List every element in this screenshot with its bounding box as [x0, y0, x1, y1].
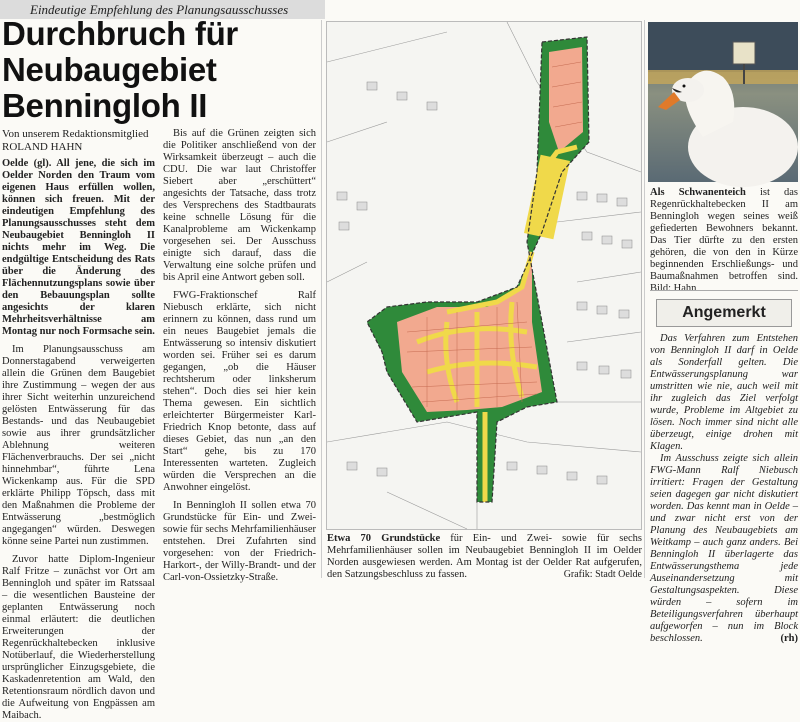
byline-intro: Von unserem Redaktionsmitglied [2, 128, 149, 140]
photo-caption-text: ist das Regenrückhaltebecken II am Benningloh wegen seines weiß gefiederten Bewohners bekannt. Das Tier dürfte zu den ersten gehören, die von den in Kürze beginnenden Erschließungs- und Baumaßnahmen betroffen sind. Bild: Hahn [650, 187, 798, 294]
swan-photo [648, 22, 798, 182]
comment-paragraph-text: Im Ausschuss zeigte sich allein FWG-Mann Ralf Niebusch irritiert: Fragen der Gestaltung seien dagegen gar nicht diskutiert worden. Das kennt man in Oelde – und zwar nicht erst von der Planung des Neubaugebiets am Weitkamp – auch ganz anders. Bei Benningloh II überlagerte das Entwässerungsthema jede Auseinandersetzung mit Gestaltungsaspekten. Diese würden – sofern im Beteiligungsverfahren überhaupt aufgeworfen – nun im Block beschlossen. [650, 453, 798, 644]
column-divider [321, 20, 322, 578]
comment-signature: (rh) [780, 633, 798, 644]
comment-text [650, 333, 798, 645]
map-credit: Grafik: Stadt Oelde [563, 569, 642, 580]
column-divider [644, 20, 645, 578]
map-caption-text: für Ein- und Zwei- sowie für sechs Mehrfamilienhäuser sollen im Neubaugebiet Benningloh II im Oelder Norden ausgewiesen werden. Am Montag ist der Oelder Rat aufgerufen, den Satzungsbeschluss zu fassen. [327, 533, 643, 580]
map-caption-lead: Etwa 70 Grundstücke [327, 533, 441, 544]
photo-caption [650, 187, 798, 295]
kicker: Eindeutige Empfehlung des Planungsausschusses [0, 0, 325, 19]
comment-paragraph: Das Verfahren zum Entstehen von Benningloh II darf in Oelde als Sonderfall gelten. Die Entwässerungsplanung war umstritten wie nie, auch weil mit ihr zugleich das Ziel verfolgt wurde, Probleme im Altgebiet zu lösen. Noch immer sind nicht alle überzeugt, einige drohen mit Klagen. [650, 333, 798, 452]
article-column-1 [2, 158, 155, 721]
map-caption [327, 533, 642, 581]
byline [2, 128, 157, 154]
article-paragraph: Zuvor hatte Diplom-Ingenieur Ralf Fritze – zunächst vor Ort am Benningloh und später im Ratssaal – die wesentlichen Bausteine der geplanten Entwässerung noch einmal erläutert: die deutlichen Erweiterungen der Regenrückhaltebecken inklusive Notüberlauf, die Wiederherstellung ursprünglicher Einzugsgebiete, die Kaskadenretention am Wald, den Retentionsraum nördlich davon und die Aufweitung von Engpässen am Maibach. [2, 554, 155, 721]
article-paragraph: Im Planungsausschuss am Donnerstagabend verweigerten allein die Grünen dem Baugebiet ihre Zustimmung – wegen der aus ihrer Sicht weiterhin unzureichend gelösten Entwässerung für das Bestands- und das Neubaugebiet sowie aus ihrer grundsätzlicher Ablehnung weiteren Flächenverbrauchs. Der sei „nicht hinnehmbar“, führte Lena Wickenkamp aus. Für die SPD erklärte Philipp Töpsch, dass mit den Maßnahmen die Probleme der Entwässerung „bestmöglich angegangen“ würden. Deswegen könne seine Partei nun zustimmen. [2, 344, 155, 547]
article-paragraph: FWG-Fraktionschef Ralf Niebusch erklärte, sich nicht erinnern zu können, dass rund um ein neues Baugebiet jemals die Entwässerung so intensiv diskutiert worden sei. Früher sei es darum gegangen, „ob die Häuser rechtsherum oder linksherum stehen“. Doch dies sei hier kein Thema gewesen. Ein sichtlich erleichterter Bürgermeister Karl-Friedrich Knop betonte, dass auf dieses Gebiet, das nun „an den Start“ gehe, bis zu 170 Interessenten warteten. Zugleich würden die Versprechen an die Anwohner eingelöst. [163, 290, 316, 493]
article-lead: Oelde (gl). All jene, die sich im Oelder Norden den Traum vom eigenen Haus erfüllen wollen, können sich freuen. Mit der eindeutigen Empfehlung des Planungsausschusses steht dem Neubaugebiet Benningloh II nichts mehr im Weg. Die endgültige Entscheidung des Rats über die Änderung des Flächennutzungsplans sowie über den Bebauungsplan sollte angesichts der klaren Mehrheitsverhältnisse am Montag nur noch Formsache sein. [2, 158, 155, 337]
comment-title: Angemerkt [656, 299, 792, 327]
swan-image [648, 22, 798, 182]
comment-box [650, 290, 798, 645]
development-plan-map [326, 21, 642, 530]
byline-author: ROLAND HAHN [2, 141, 83, 153]
article-paragraph: In Benningloh II sollen etwa 70 Grundstücke für Ein- und Zwei- sowie für sechs Mehrfamilienhäuser entstehen. Drei Zufahrten sind vorgesehen: von der Friedrich-Harkort-, der Willy-Brandt- und der Carl-von-Ossietzky-Straße. [163, 500, 316, 583]
photo-caption-lead: Als Schwanenteich [650, 187, 746, 198]
comment-paragraph [650, 453, 798, 645]
article-column-2 [163, 128, 316, 583]
article-paragraph: Bis auf die Grünen zeigten sich die Politiker anschließend von der Wirksamkeit überzeugt – auch die CDU. Die war laut Christoffer Siebert aber „erschüttert“ angesichts der Tatsache, dass trotz des Versprechens des Stadtbaurats keine schnelle Lösung für die Kanalprobleme am Wickenkamp vorgesehen sei. Der Ausschuss einigte sich darauf, dass die Verwaltung eine solche prüfen und bis April eine Antwort geben soll. [163, 128, 316, 283]
headline: Durchbruch für Neubaugebiet Benningloh II [2, 15, 238, 124]
plan-graphic [327, 22, 641, 529]
